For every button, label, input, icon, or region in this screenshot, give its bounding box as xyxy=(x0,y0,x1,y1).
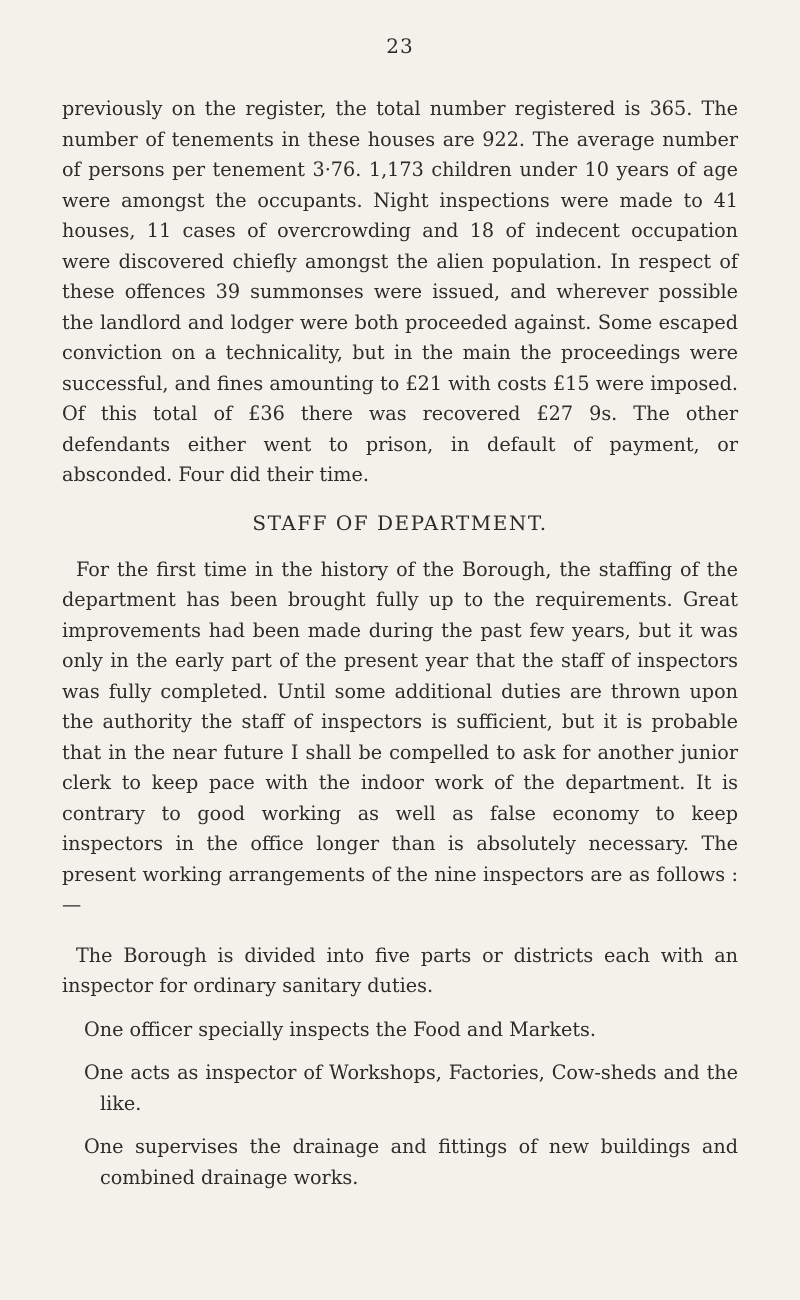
paragraph-overcrowding: previously on the register, the total number registered is 365. The number of tenements in these houses are 922. The average number of persons per tenement 3·76. 1,173 children under 10 years of age were amongst the occupants. Night inspections were made to 41 houses, 11 cases of overcrowding and 18 of indecent occupation were discovered chiefly amongst the alien population. In respect of these offences 39 summonses were issued, and wherever possible the landlord and lodger were both proceeded against. Some escaped conviction on a technicality, but in the main the proceedings were successful, and fines amounting to £21 with costs £15 were imposed. Of this total of £36 there was recovered £27 9s. The other defendants either went to prison, in default of payment, or absconded. Four did their time. xyxy=(62,97,738,486)
spacer xyxy=(62,1002,738,1015)
list-item-food-markets: One officer specially inspects the Food and Markets. xyxy=(84,1017,596,1041)
page-number: 23 xyxy=(386,34,414,58)
paragraph-districts: The Borough is divided into five parts or districts each with an inspector for ordinary sanitary duties. xyxy=(62,943,738,997)
spacer xyxy=(62,921,738,941)
list-item-workshops: One acts as inspector of Workshops, Factories, Cow-sheds and the like. xyxy=(84,1061,738,1115)
section-heading: STAFF OF DEPARTMENT. xyxy=(252,510,548,535)
list-item-drainage: One supervises the drainage and fittings of new buildings and combined drainage works. xyxy=(84,1135,738,1189)
paragraph-staffing: For the first time in the history of the Borough, the staffing of the department has been brought fully up to the requirements. Great improvements had been made during the past few years, but it was only in the early part of the present year that the staff of inspectors was fully completed. Until some additional duties are thrown upon the authority the staff of inspectors is sufficient, but it is probable that in the near future I shall be compelled to ask for another junior clerk to keep pace with the indoor work of the department. It is contrary to good working as well as false economy to keep inspectors in the office longer than is absolutely necessary. The present working arrangements of the nine inspectors are as follows :— xyxy=(62,557,738,916)
